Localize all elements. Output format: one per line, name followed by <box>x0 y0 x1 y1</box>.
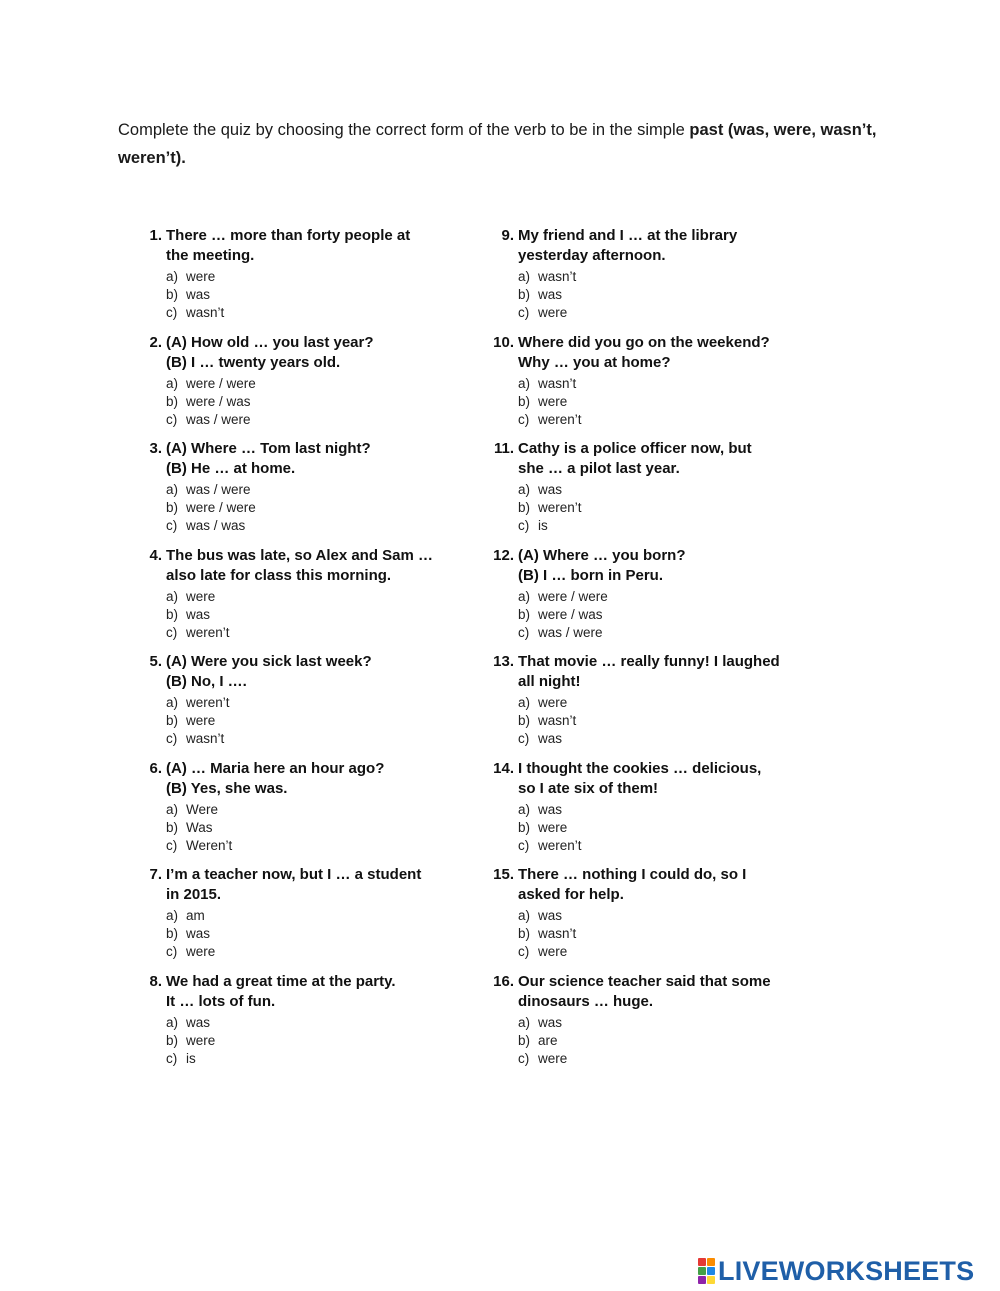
option-text: am <box>186 908 205 923</box>
option-letter: b) <box>166 287 179 302</box>
answer-option[interactable] <box>166 694 230 712</box>
option-text: were <box>186 588 216 604</box>
question-text: (A) … Maria here an hour ago? (B) Yes, she was. <box>166 759 385 797</box>
option-letter: b) <box>518 606 531 622</box>
question-text: There … more than forty people at the meeting. <box>166 227 411 264</box>
option-text: was <box>538 908 563 923</box>
quiz-question <box>134 972 484 1079</box>
answer-options <box>166 1014 215 1068</box>
option-letter: c) <box>518 305 530 320</box>
option-text: were / was <box>538 606 603 622</box>
question-number: 12. <box>493 546 514 564</box>
quiz-question <box>134 226 484 333</box>
quiz-question <box>486 759 836 866</box>
option-text: were <box>538 1050 568 1066</box>
answer-option[interactable] <box>166 624 230 642</box>
answer-option[interactable] <box>166 499 256 517</box>
quiz-question <box>134 439 484 546</box>
option-text: weren’t <box>538 411 582 427</box>
option-text: weren’t <box>538 500 582 515</box>
quiz-column-right <box>486 226 836 1078</box>
question-number: 1. <box>149 227 162 244</box>
option-text: were <box>538 944 568 959</box>
question-text: I’m a teacher now, but I … a student in 2015. <box>166 866 422 903</box>
option-text: wasn’t <box>538 375 577 391</box>
quiz-question <box>134 333 484 440</box>
answer-options <box>518 1014 567 1068</box>
option-text: was <box>538 801 563 817</box>
answer-option[interactable] <box>518 411 582 429</box>
option-letter: b) <box>518 819 531 835</box>
answer-option[interactable] <box>518 286 576 304</box>
option-text: were / were <box>186 500 256 515</box>
question-text: That movie … really funny! I laughed all night! <box>518 653 780 690</box>
question-text: There … nothing I could do, so I asked for help. <box>518 866 747 903</box>
option-text: wasn’t <box>538 926 577 941</box>
answer-option[interactable] <box>518 801 582 819</box>
answer-option[interactable] <box>518 730 576 748</box>
option-letter: a) <box>518 269 531 284</box>
logo-square-icon <box>698 1276 706 1284</box>
option-letter: c) <box>166 731 178 746</box>
option-text: is <box>186 1050 196 1066</box>
option-text: were <box>538 305 568 320</box>
question-number: 3. <box>149 440 162 457</box>
quiz-question <box>486 226 836 333</box>
option-letter: b) <box>166 393 179 409</box>
answer-options <box>518 588 608 642</box>
option-text: Were <box>186 801 219 817</box>
option-text: weren’t <box>538 837 582 853</box>
option-text: were <box>538 393 568 409</box>
option-letter: a) <box>166 801 179 817</box>
option-text: was <box>186 926 211 941</box>
instructions-bold: past (was, were, wasn’t, weren’t). <box>118 121 877 167</box>
question-number: 9. <box>501 227 514 244</box>
option-text: wasn’t <box>538 713 577 728</box>
answer-option[interactable] <box>518 499 582 517</box>
option-letter: c) <box>518 731 530 746</box>
question-number: 7. <box>149 866 162 883</box>
option-letter: b) <box>518 393 531 409</box>
quiz-question <box>486 546 836 653</box>
option-letter: b) <box>518 1032 531 1048</box>
option-letter: a) <box>166 908 179 923</box>
question-text: Cathy is a police officer now, but she … a pilot last year. <box>518 440 752 477</box>
instructions <box>118 116 908 172</box>
option-letter: c) <box>166 837 178 853</box>
option-letter: a) <box>518 801 531 817</box>
answer-option[interactable] <box>166 375 256 393</box>
answer-option[interactable] <box>166 730 230 748</box>
quiz-question <box>486 652 836 759</box>
option-letter: b) <box>518 287 531 302</box>
option-letter: a) <box>166 375 179 391</box>
option-text: was / were <box>538 624 603 640</box>
answer-option[interactable] <box>518 1050 567 1068</box>
option-text: was / were <box>186 411 251 427</box>
question-text: (A) How old … you last year? (B) I … twenty years old. <box>166 333 374 371</box>
answer-option[interactable] <box>518 925 576 943</box>
answer-option[interactable] <box>166 1014 215 1032</box>
question-text: (A) Where … Tom last night? (B) He … at home. <box>166 440 371 477</box>
option-letter: c) <box>166 624 178 640</box>
option-letter: c) <box>166 1050 178 1066</box>
option-letter: c) <box>518 1050 530 1066</box>
logo-square-icon <box>707 1267 715 1275</box>
option-letter: a) <box>166 482 179 497</box>
answer-option[interactable] <box>518 375 582 393</box>
answer-option[interactable] <box>166 286 224 304</box>
option-letter: b) <box>166 1032 179 1048</box>
option-text: wasn’t <box>186 305 225 320</box>
logo-square-icon <box>707 1276 715 1284</box>
option-text: were <box>538 695 568 710</box>
option-letter: b) <box>166 606 179 622</box>
option-text: were <box>186 1032 216 1048</box>
quiz-question <box>134 546 484 653</box>
question-text: We had a great time at the party. It … lots of fun. <box>166 972 396 1010</box>
option-letter: c) <box>518 411 530 427</box>
option-text: weren’t <box>186 624 230 640</box>
answer-options <box>518 907 576 961</box>
option-text: was <box>186 1014 211 1030</box>
answer-option[interactable] <box>518 837 582 855</box>
option-text: was / was <box>186 518 246 533</box>
option-text: were <box>186 713 216 728</box>
option-letter: a) <box>518 695 531 710</box>
quiz-question <box>134 759 484 866</box>
answer-option[interactable] <box>518 907 576 925</box>
answer-option[interactable] <box>166 837 232 855</box>
option-letter: c) <box>518 837 530 853</box>
answer-option[interactable] <box>166 481 256 499</box>
option-letter: a) <box>518 1014 531 1030</box>
option-letter: c) <box>518 518 530 533</box>
option-text: was <box>538 482 563 497</box>
answer-option[interactable] <box>166 819 232 837</box>
question-number: 13. <box>493 653 514 670</box>
answer-option[interactable] <box>518 694 576 712</box>
answer-option[interactable] <box>518 606 608 624</box>
option-text: weren’t <box>186 695 230 710</box>
question-text: Our science teacher said that some dinosaurs … huge. <box>518 972 771 1010</box>
question-text: Where did you go on the weekend? Why … you at home? <box>518 333 770 371</box>
answer-option[interactable] <box>518 517 582 535</box>
answer-option[interactable] <box>518 1032 567 1050</box>
answer-option[interactable] <box>518 393 582 411</box>
answer-option[interactable] <box>166 606 230 624</box>
option-letter: c) <box>166 944 178 959</box>
option-letter: b) <box>166 926 179 941</box>
answer-option[interactable] <box>166 943 215 961</box>
answer-option[interactable] <box>166 801 232 819</box>
option-text: were / were <box>186 375 256 391</box>
option-text: are <box>538 1032 558 1048</box>
option-text: wasn’t <box>186 731 225 746</box>
option-text: was / were <box>186 482 251 497</box>
quiz-column-left <box>134 226 484 1078</box>
question-number: 16. <box>493 972 514 990</box>
option-letter: a) <box>166 695 179 710</box>
question-number: 6. <box>149 759 162 777</box>
question-number: 11. <box>493 440 514 457</box>
option-text: Weren’t <box>186 837 233 853</box>
option-text: was <box>538 287 563 302</box>
option-letter: b) <box>166 713 179 728</box>
option-text: was <box>186 606 211 622</box>
option-letter: c) <box>518 944 530 959</box>
option-letter: c) <box>166 305 178 320</box>
option-text: wasn’t <box>538 269 577 284</box>
logo-square-icon <box>698 1258 706 1266</box>
question-number: 10. <box>493 333 514 351</box>
answer-option[interactable] <box>166 588 230 606</box>
answer-options <box>518 694 576 748</box>
option-letter: b) <box>518 713 531 728</box>
option-letter: c) <box>166 518 178 533</box>
answer-option[interactable] <box>518 624 608 642</box>
answer-option[interactable] <box>518 943 576 961</box>
quiz-question <box>134 865 484 972</box>
answer-options <box>166 588 230 642</box>
answer-options <box>166 375 256 429</box>
question-text: (A) Where … you born? (B) I … born in Peru. <box>518 546 686 584</box>
logo-square-icon <box>707 1258 715 1266</box>
question-number: 4. <box>149 546 162 564</box>
option-letter: a) <box>518 908 531 923</box>
question-number: 14. <box>493 759 514 777</box>
option-letter: a) <box>166 588 179 604</box>
answer-option[interactable] <box>518 268 576 286</box>
option-letter: a) <box>518 375 531 391</box>
answer-options <box>518 481 582 535</box>
question-text: I thought the cookies … delicious, so I ate six of them! <box>518 759 762 797</box>
answer-option[interactable] <box>518 481 582 499</box>
answer-options <box>166 694 230 748</box>
quiz-question <box>486 865 836 972</box>
question-number: 5. <box>149 653 162 670</box>
answer-option[interactable] <box>166 393 256 411</box>
answer-option[interactable] <box>166 1050 215 1068</box>
answer-option[interactable] <box>518 304 576 322</box>
logo-square-icon <box>698 1267 706 1275</box>
option-letter: a) <box>166 1014 179 1030</box>
answer-option[interactable] <box>166 517 256 535</box>
option-text: were <box>186 944 216 959</box>
option-letter: a) <box>518 588 531 604</box>
logo-mark-icon <box>698 1258 715 1284</box>
answer-option[interactable] <box>166 712 230 730</box>
option-text: were / was <box>186 393 251 409</box>
answer-option[interactable] <box>166 907 215 925</box>
instructions-text: Complete the quiz by choosing the correct form of the verb to be in the simple <box>118 121 690 139</box>
answer-option[interactable] <box>166 925 215 943</box>
answer-options <box>166 907 215 961</box>
answer-options <box>166 268 224 322</box>
quiz-question <box>486 333 836 440</box>
option-text: Was <box>186 819 213 835</box>
answer-options <box>166 801 232 855</box>
option-letter: a) <box>166 269 179 284</box>
logo-text: LIVEWORKSHEETS <box>718 1255 975 1286</box>
quiz-question <box>134 652 484 759</box>
option-letter: b) <box>518 500 531 515</box>
answer-option[interactable] <box>166 411 256 429</box>
answer-option[interactable] <box>166 268 224 286</box>
option-letter: b) <box>166 500 179 515</box>
answer-options <box>166 481 256 535</box>
answer-option[interactable] <box>518 1014 567 1032</box>
option-letter: c) <box>518 624 530 640</box>
question-number: 8. <box>149 972 162 990</box>
question-number: 2. <box>149 333 162 351</box>
answer-option[interactable] <box>166 304 224 322</box>
option-text: is <box>538 518 548 533</box>
answer-option[interactable] <box>518 712 576 730</box>
question-text: The bus was late, so Alex and Sam … also late for class this morning. <box>166 546 434 584</box>
option-letter: a) <box>518 482 531 497</box>
option-text: was <box>538 1014 563 1030</box>
option-letter: c) <box>166 411 178 427</box>
answer-option[interactable] <box>518 588 608 606</box>
quiz-question <box>486 439 836 546</box>
option-letter: b) <box>166 819 179 835</box>
option-text: was <box>186 287 211 302</box>
answer-option[interactable] <box>166 1032 215 1050</box>
quiz-question <box>486 972 836 1079</box>
option-text: was <box>538 731 563 746</box>
answer-options <box>518 801 582 855</box>
question-text: My friend and I … at the library yesterday afternoon. <box>518 227 738 264</box>
liveworksheets-logo[interactable] <box>698 1256 974 1286</box>
answer-options <box>518 268 576 322</box>
option-letter: b) <box>518 926 531 941</box>
answer-option[interactable] <box>518 819 582 837</box>
answer-options <box>518 375 582 429</box>
option-text: were <box>186 269 216 284</box>
option-text: were / were <box>538 588 608 604</box>
option-text: were <box>538 819 568 835</box>
question-number: 15. <box>493 866 514 883</box>
question-text: (A) Were you sick last week? (B) No, I …. <box>166 653 372 690</box>
